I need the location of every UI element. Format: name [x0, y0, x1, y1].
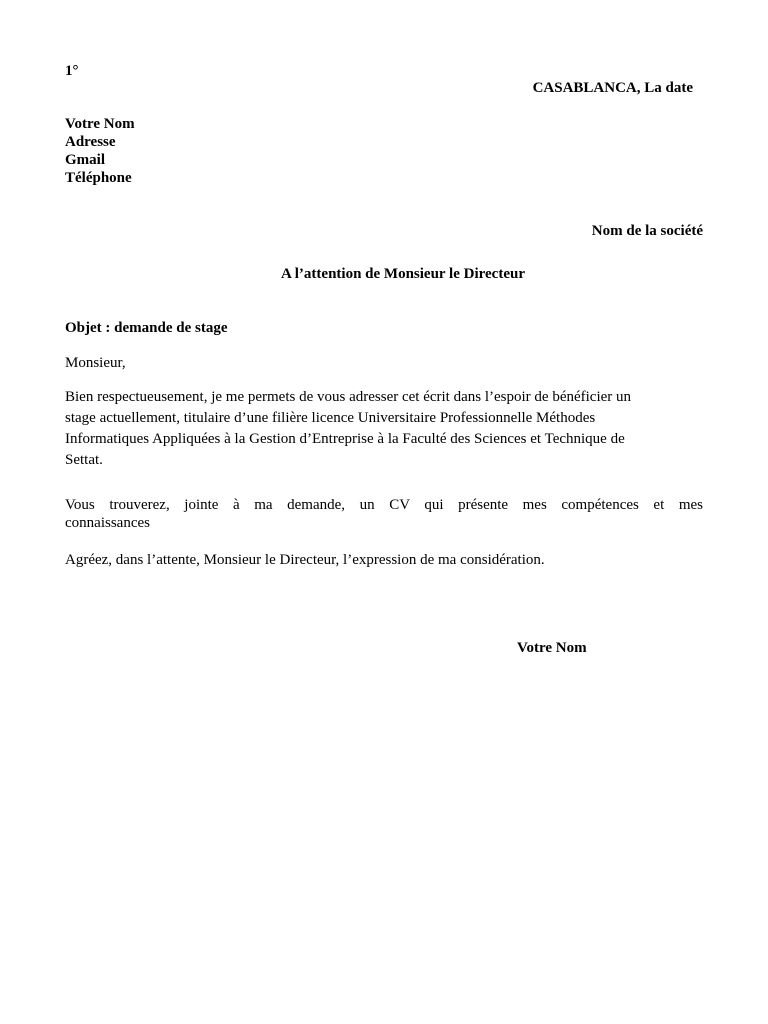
paragraph-line: Settat. [65, 452, 103, 468]
signature: Votre Nom [517, 640, 587, 656]
subject-line: Objet : demande de stage [65, 320, 228, 336]
sender-block [65, 115, 135, 187]
body-paragraph-1 [65, 387, 703, 471]
paragraph-line: Informatiques Appliquées à la Gestion d’Entreprise à la Faculté des Sciences et Technique de [65, 431, 625, 447]
page-number: 1° [65, 63, 79, 79]
sender-email: Gmail [65, 152, 105, 168]
paragraph-line: Agréez, dans l’attente, Monsieur le Directeur, l’expression de ma considération. [65, 552, 545, 568]
body-paragraph-2 [65, 496, 703, 532]
salutation: Monsieur, [65, 355, 126, 371]
paragraph-line: Vous trouverez, jointe à ma demande, un CV qui présente mes compétences et mes [65, 497, 703, 513]
sender-name: Votre Nom [65, 116, 135, 132]
city-date: CASABLANCA, La date [532, 80, 693, 96]
attention-line: A l’attention de Monsieur le Directeur [281, 266, 525, 282]
sender-phone: Téléphone [65, 170, 132, 186]
paragraph-line: connaissances [65, 515, 150, 531]
recipient-company: Nom de la société [591, 223, 703, 239]
paragraph-line: stage actuellement, titulaire d’une filière licence Universitaire Professionnelle Méthodes [65, 410, 596, 426]
sender-address: Adresse [65, 134, 116, 150]
paragraph-line: Bien respectueusement, je me permets de vous adresser cet écrit dans l’espoir de bénéficier un [65, 389, 632, 405]
body-paragraph-3 [65, 550, 703, 571]
